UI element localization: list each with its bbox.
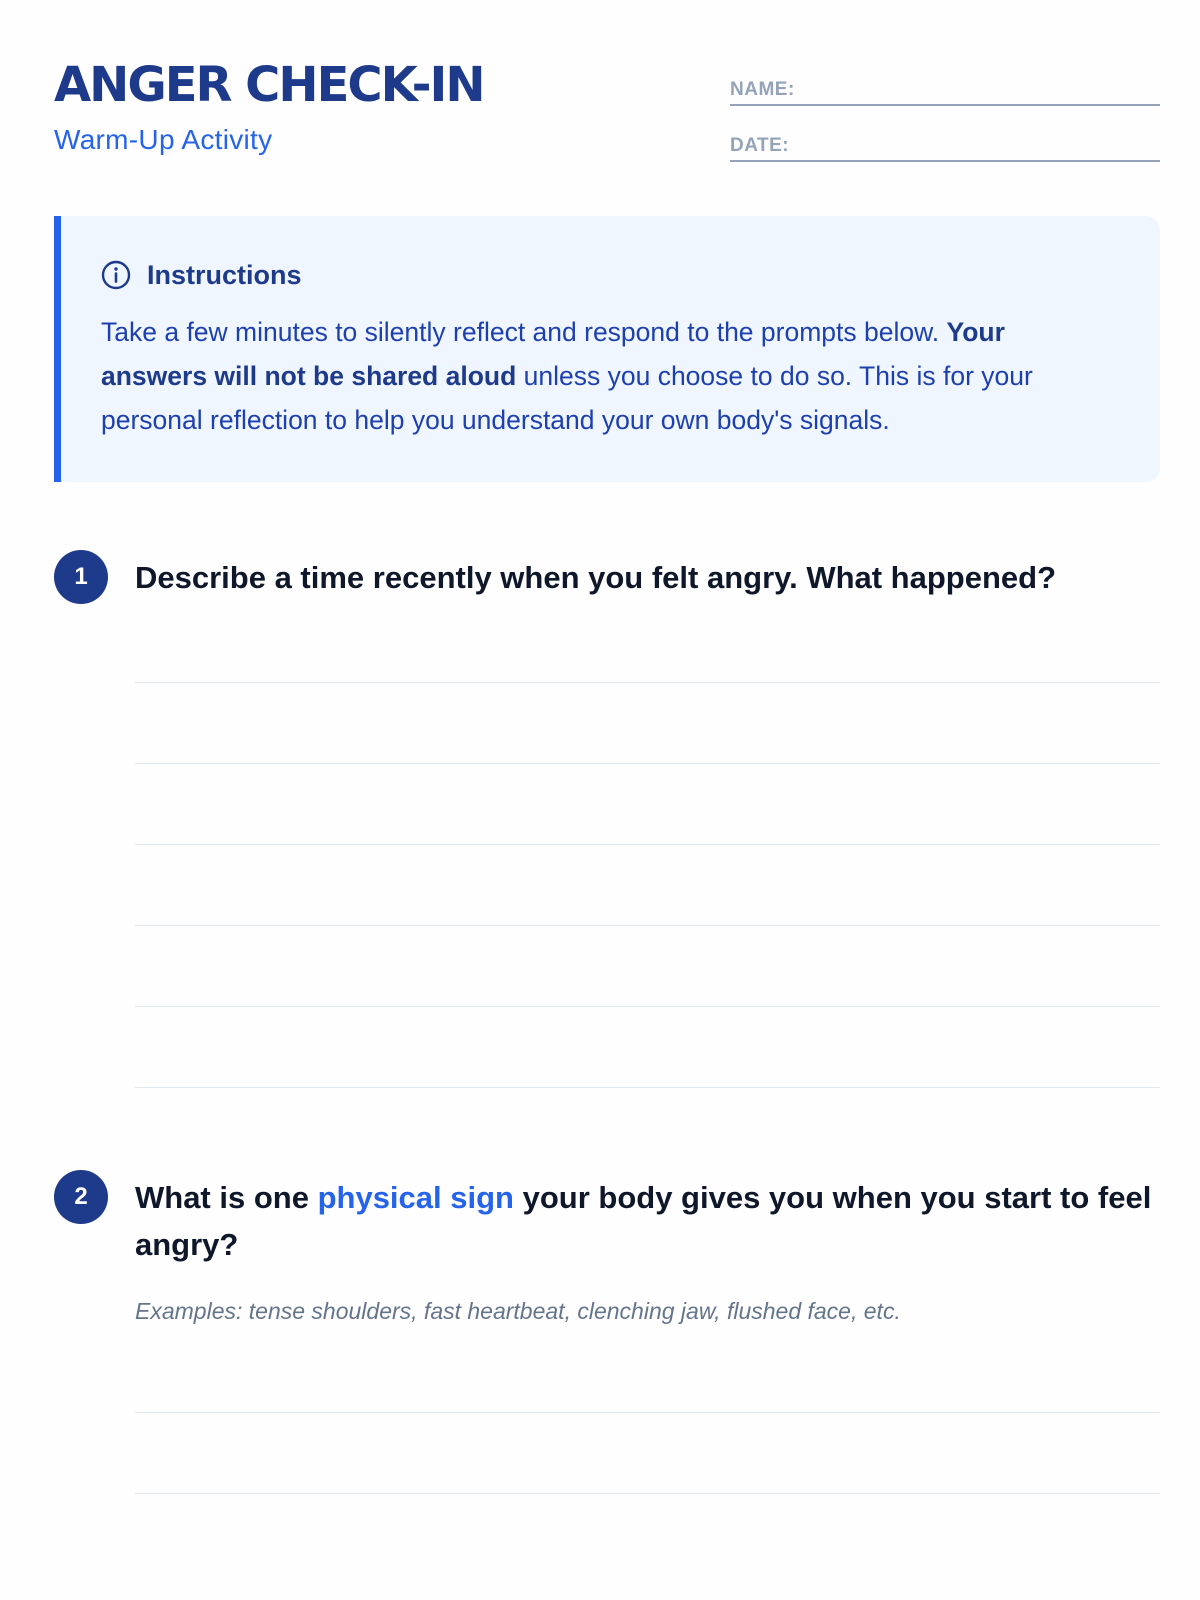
date-field[interactable] <box>730 130 1160 162</box>
page-title: ANGER CHECK-IN <box>54 57 484 113</box>
instructions-box <box>54 216 1160 482</box>
instructions-title: Instructions <box>147 259 302 290</box>
instructions-text <box>101 310 1111 442</box>
date-field-label: DATE: <box>730 135 790 156</box>
question-2-text-end: your body gives you when you start to feel angry? <box>135 1180 1152 1262</box>
answer-line[interactable] <box>135 1412 1160 1413</box>
instructions-text-bold: Your answers will not be shared aloud <box>101 317 1005 391</box>
question-2-text <box>135 1174 1160 1268</box>
answer-line[interactable] <box>135 682 1160 683</box>
instructions-text-part2: unless you choose to do so. This is for your personal reflection to help you understand your own body's signals. <box>101 361 1033 435</box>
page-subtitle: Warm-Up Activity <box>54 124 273 155</box>
instructions-heading <box>101 258 302 292</box>
answer-line[interactable] <box>135 1493 1160 1494</box>
question-number-badge: 2 <box>54 1170 108 1224</box>
question-2-examples: Examples: tense shoulders, fast heartbeat, clenching jaw, flushed face, etc. <box>135 1298 901 1324</box>
name-field[interactable] <box>730 74 1160 106</box>
answer-line[interactable] <box>135 925 1160 926</box>
name-field-label: NAME: <box>730 79 795 100</box>
question-1-text: Describe a time recently when you felt angry. What happened? <box>135 560 1057 595</box>
answer-line[interactable] <box>135 1006 1160 1007</box>
instructions-text-part1: Take a few minutes to silently reflect and respond to the prompts below. <box>101 317 947 347</box>
worksheet-header <box>54 52 1160 172</box>
answer-line[interactable] <box>135 844 1160 845</box>
question-2-highlight: physical sign <box>317 1180 514 1215</box>
worksheet-page <box>54 0 1160 1600</box>
info-icon <box>101 260 131 290</box>
question-number-badge: 1 <box>54 550 108 604</box>
question-2-text-start: What is one <box>135 1180 318 1215</box>
answer-line[interactable] <box>135 1087 1160 1088</box>
answer-line[interactable] <box>135 763 1160 764</box>
